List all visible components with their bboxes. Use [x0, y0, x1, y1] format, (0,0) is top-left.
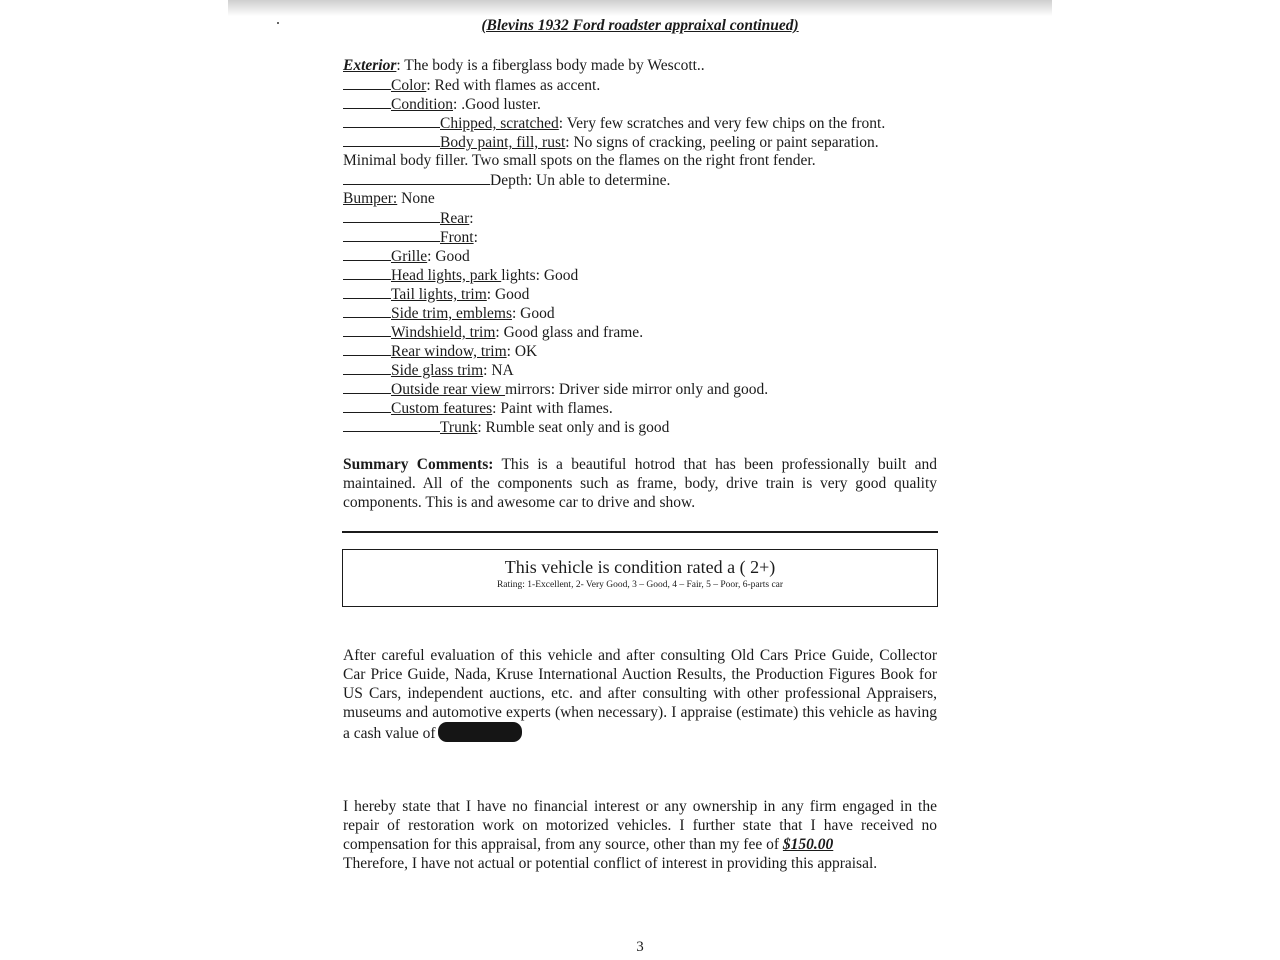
trunk-value: : Rumble seat only and is good: [477, 419, 670, 436]
condition-label: Condition: [391, 96, 454, 113]
disclosure-closing: Therefore, I have not actual or potential conflict of interest in providing this appraisal.: [343, 855, 878, 872]
bumper-value: None: [397, 190, 435, 207]
trunk-label: Trunk: [440, 419, 478, 436]
windshield-value: : Good glass and frame.: [495, 324, 644, 341]
blank-line: [343, 398, 391, 413]
colon: :: [473, 229, 478, 246]
valuation-text: After careful evaluation of this vehicle and after consulting Old Cars Price Guide, Collector Car Price Guide, Nada, Kruse International Auction Results, the Production Figures Book for US Cars, independent auctions, etc. and after consulting with other professional Appraisers, museums and automotive experts (when necessary). I appraise (estimate) this vehicle as having a cash value of: [343, 647, 937, 742]
custom-features-line: [343, 398, 613, 418]
bumper-rear-label: Rear: [440, 210, 470, 227]
windshield-label: Windshield, trim: [391, 324, 496, 341]
exterior-continuation: Minimal body filler. Two small spots on the flames on the right front fender.: [343, 152, 816, 169]
windshield-line: [343, 322, 643, 342]
disclosure-text: I hereby state that I have no financial interest or any ownership in any firm engaged in the repair of restoration work on motorized vehicles. I further state that I have received no compensation for this appraisal, from any source, other than my fee of: [343, 798, 937, 853]
blank-line: [343, 113, 440, 128]
side-trim-value: : Good: [511, 305, 555, 322]
condition-rating-box: [342, 549, 938, 607]
blank-line: [343, 132, 440, 147]
summary-text: This is a beautiful hotrod that has been professionally built and maintained. All of the components such as frame, body, drive train is very good quality components. This is and awesome car to drive and show.: [343, 456, 937, 511]
summary-label: Summary Comments:: [343, 456, 494, 473]
redacted-value: [438, 722, 522, 742]
blank-line: [343, 379, 391, 394]
disclosure-paragraph: [343, 797, 937, 873]
side-trim-label: Side trim, emblems: [391, 305, 512, 322]
body-paint-value: : No signs of cracking, peeling or paint separation.: [565, 134, 879, 151]
summary-comments: [343, 455, 937, 512]
blank-line: [343, 284, 391, 299]
bumper-line: [343, 189, 435, 208]
color-label: Color: [391, 77, 427, 94]
blank-line: [343, 246, 391, 261]
exterior-chipped-line: [343, 113, 885, 133]
section-divider: [342, 531, 938, 533]
blank-line: [343, 265, 391, 280]
bumper-front-line: [343, 227, 478, 247]
colon: :: [469, 210, 474, 227]
blank-line: [343, 75, 391, 90]
exterior-heading: Exterior: [343, 57, 397, 74]
taillights-value: : Good: [486, 286, 530, 303]
exterior-color-line: [343, 75, 600, 95]
side-glass-value: : NA: [483, 362, 514, 379]
blank-line: [343, 322, 391, 337]
blank-line: [343, 208, 440, 223]
page-number: 3: [636, 939, 644, 955]
headlights-label: Head lights, park: [391, 267, 502, 284]
trunk-line: [343, 417, 669, 437]
custom-features-value: : Paint with flames.: [492, 400, 613, 417]
headlights-line: [343, 265, 578, 285]
blank-line: [343, 94, 391, 109]
side-glass-line: [343, 360, 514, 380]
bumper-rear-line: [343, 208, 474, 228]
body-paint-label: Body paint, fill, rust: [440, 134, 566, 151]
exterior-depth-line: [343, 170, 670, 190]
custom-features-label: Custom features: [391, 400, 493, 417]
rating-scale: Rating: 1-Excellent, 2- Very Good, 3 – Good, 4 – Fair, 5 – Poor, 6-parts car: [496, 580, 784, 590]
bumper-label: Bumper:: [343, 190, 398, 207]
grille-label: Grille: [391, 248, 428, 265]
rear-window-line: [343, 341, 537, 361]
rear-window-label: Rear window, trim: [391, 343, 507, 360]
blank-line: [343, 227, 440, 242]
depth-text: Depth: Un able to determine.: [490, 172, 671, 189]
valuation-paragraph: [343, 646, 937, 743]
taillights-line: [343, 284, 529, 304]
mirrors-line: [343, 379, 768, 399]
condition-value: : .Good luster.: [453, 96, 541, 113]
blank-line: [343, 341, 391, 356]
grille-line: [343, 246, 470, 266]
headlights-value: lights: Good: [501, 267, 579, 284]
exterior-intro: : The body is a fiberglass body made by Wescott..: [396, 57, 705, 74]
blank-line: [343, 417, 440, 432]
condition-rating: This vehicle is condition rated a ( 2+): [504, 557, 776, 577]
side-glass-label: Side glass trim: [391, 362, 484, 379]
exterior-body-paint-line: [343, 132, 879, 152]
mirrors-value: Driver side mirror only and good.: [555, 381, 769, 398]
grille-value: : Good: [427, 248, 470, 265]
blank-line: [343, 303, 391, 318]
appraisal-fee: $150.00: [782, 836, 834, 853]
page-header-title: (Blevins 1932 Ford roadster appraixal continued): [481, 17, 799, 34]
side-trim-line: [343, 303, 555, 323]
bumper-front-label: Front: [440, 229, 474, 246]
blank-line: [343, 170, 490, 185]
chipped-value: : Very few scratches and very few chips on the front.: [558, 115, 886, 132]
exterior-line: [343, 56, 705, 75]
mirrors-label-rest: mirrors:: [505, 381, 555, 398]
rear-window-value: : OK: [506, 343, 538, 360]
mirrors-label: Outside rear view: [391, 381, 506, 398]
exterior-condition-line: [343, 94, 541, 114]
color-value: : Red with flames as accent.: [426, 77, 601, 94]
blank-line: [343, 360, 391, 375]
taillights-label: Tail lights, trim: [391, 286, 487, 303]
chipped-label: Chipped, scratched: [440, 115, 559, 132]
